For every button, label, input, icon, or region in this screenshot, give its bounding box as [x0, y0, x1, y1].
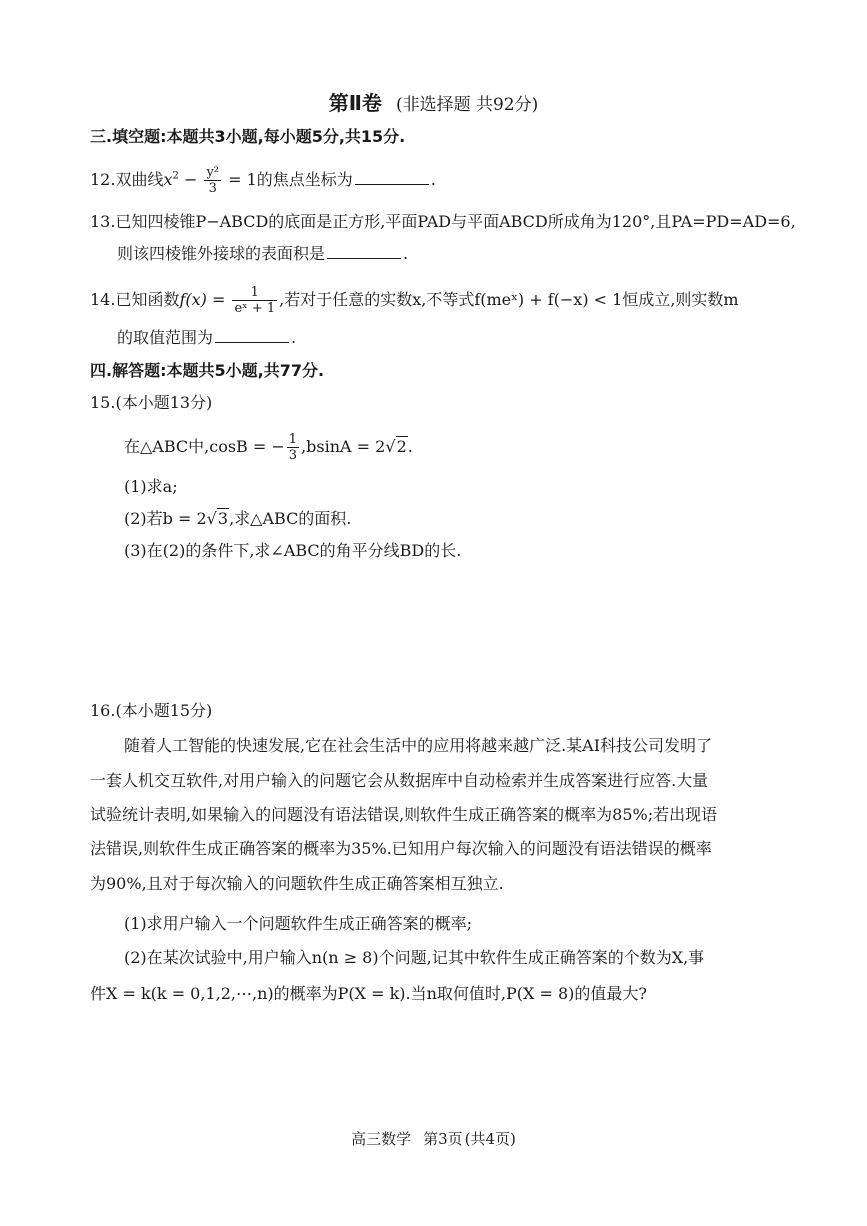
q13-end: .	[403, 244, 409, 263]
q14-end: .	[291, 328, 297, 347]
q12-x: x	[163, 170, 173, 189]
q13-line2: 则该四棱锥外接球的表面积是	[117, 244, 326, 263]
q15-frac-num: 1	[288, 432, 298, 447]
footer-page: 第3页	[423, 1130, 463, 1148]
q16-para-line: 法错误,则软件生成正确答案的概率为35%.已知用户每次输入的问题没有语法错误的概率	[90, 839, 712, 858]
q15-stem-mid: ,bsinA = 2	[301, 437, 386, 456]
q16-para-line: 随着人工智能的快速发展,它在社会生活中的应用将越来越广泛.某AI科技公司发明了	[124, 736, 713, 755]
q12-number: 12.	[90, 170, 116, 189]
q15-fraction	[287, 432, 299, 463]
q15-header: 15.(本小题13分)	[90, 393, 213, 412]
question-13-line2	[117, 243, 408, 265]
q15-sqrt-value: 2	[396, 437, 407, 456]
q16-header: 16.(本小题15分)	[90, 701, 213, 720]
q12-pre: 双曲线	[115, 170, 164, 189]
q13-answer-blank[interactable]	[327, 244, 401, 259]
q14-frac-den: eˣ + 1	[234, 301, 276, 316]
q14-fraction	[232, 285, 277, 316]
q13-number: 13.	[90, 212, 116, 231]
q14-frac-num: 1	[232, 285, 277, 301]
q16-para-line: 为90%,且对于每次输入的问题软件生成正确答案相互独立.	[90, 874, 504, 893]
q15-frac-den: 3	[288, 448, 298, 463]
q16-part1: (1)求用户输入一个问题软件生成正确答案的概率;	[124, 914, 473, 933]
q14-line2: 的取值范围为	[117, 328, 214, 347]
q15-stem-end: .	[407, 437, 413, 456]
q12-minus: −	[178, 170, 203, 189]
q12-frac-den: 3	[208, 181, 217, 196]
q12-answer-blank[interactable]	[355, 170, 429, 185]
q15-stem-pre: 在△ABC中,cosB = −	[124, 437, 285, 456]
q14-pre: 已知函数	[115, 290, 180, 309]
question-14-line2	[117, 327, 296, 349]
q12-fraction	[204, 165, 221, 196]
question-13-line1	[90, 211, 796, 233]
q15-part3: (3)在(2)的条件下,求∠ABC的角平分线BD的长.	[124, 541, 462, 560]
sqrt-symbol: √	[385, 437, 396, 456]
footer-subject: 高三数学	[351, 1130, 412, 1148]
q15-part2-post: ,求△ABC的面积.	[229, 509, 352, 528]
section3-title: 三.填空题:本题共3小题,每小题5分,共15分.	[90, 127, 406, 146]
q16-para-line: 一套人机交互软件,对用户输入的问题它会从数据库中自动检索并生成答案进行应答.大量	[90, 771, 709, 790]
volume-header	[0, 90, 867, 118]
volume-note: (非选择题 共92分)	[395, 95, 539, 115]
q14-answer-blank[interactable]	[215, 328, 289, 343]
q13-line1: 已知四棱锥P−ABCD的底面是正方形,平面PAD与平面ABCD所成角为120°,且PA=PD=AD=6,	[115, 212, 796, 231]
footer-total: (共4页)	[464, 1130, 516, 1148]
q14-post: ,若对于任意的实数x,不等式f(meˣ) + f(−x) < 1恒成立,则实数m	[279, 290, 739, 309]
q16-para-line: 试验统计表明,如果输入的问题没有语法错误,则软件生成正确答案的概率为85%;若出现语	[90, 805, 718, 824]
sqrt-symbol: √	[206, 509, 217, 528]
q15-part2-sqrt: 3	[217, 509, 229, 528]
q14-number: 14.	[90, 290, 116, 309]
page-footer	[0, 1128, 867, 1149]
q15-stem	[124, 432, 413, 463]
q16-part2-line1: (2)在某次试验中,用户输入n(n ≥ 8)个问题,记其中软件生成正确答案的个数为X,事	[124, 948, 705, 967]
q15-part2	[124, 508, 351, 530]
volume-title: 第Ⅱ卷	[328, 91, 382, 115]
q14-function: f(x) =	[179, 290, 231, 309]
q12-x-exp: 2	[172, 170, 179, 182]
question-12	[90, 165, 436, 196]
q15-part1: (1)求a;	[124, 477, 178, 496]
q12-post: 的焦点坐标为	[256, 170, 353, 189]
section4-title: 四.解答题:本题共5小题,共77分.	[90, 361, 325, 380]
q12-end: .	[430, 170, 436, 189]
q15-part2-pre: (2)若b = 2	[124, 509, 207, 528]
question-14-line1	[90, 285, 739, 316]
q12-rhs: = 1	[223, 170, 257, 189]
q16-part2-line2: 件X = k(k = 0,1,2,⋯,n)的概率为P(X = k).当n取何值时,P(X = 8)的值最大?	[90, 984, 647, 1003]
q12-frac-num: y²	[206, 165, 220, 180]
